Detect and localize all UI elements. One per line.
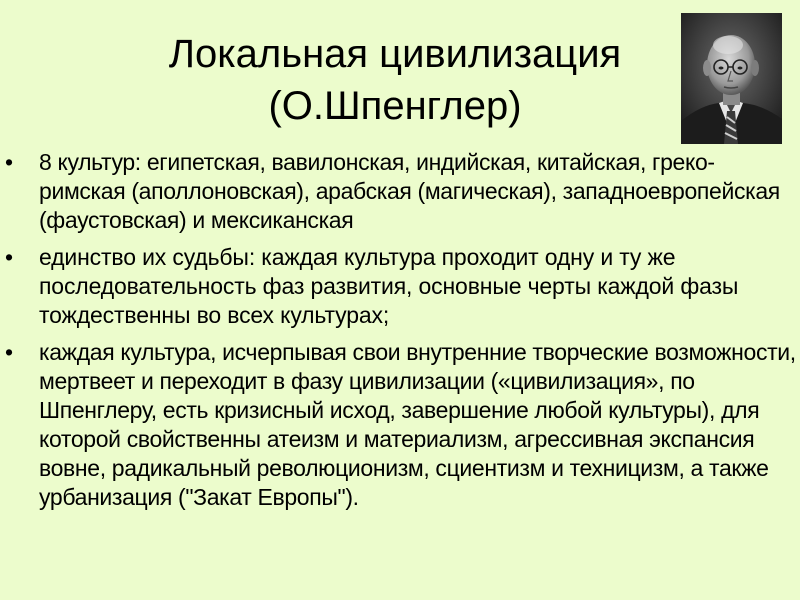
list-item bbox=[0, 243, 800, 330]
bullet-text: единство их судьбы: каждая культура проходит одну и ту же последовательность фаз развития, основные черты каждой фазы тождественны во всех культурах; bbox=[39, 244, 739, 328]
list-item bbox=[0, 148, 800, 235]
portrait-photo bbox=[681, 13, 782, 144]
title-line-2: (О.Шпенглер) bbox=[268, 84, 522, 128]
bullet-text: 8 культур: египетская, вавилонская, индийская, китайская, греко-римская (аполлоновская), арабская (магическая), западноевропейская (фаустовская) и мексиканская bbox=[39, 149, 780, 233]
bullet-icon: • bbox=[5, 149, 14, 175]
list-item bbox=[0, 338, 800, 512]
bullet-list bbox=[0, 148, 800, 520]
title-line-1: Локальная цивилизация bbox=[168, 32, 622, 76]
bullet-icon: • bbox=[5, 244, 14, 270]
slide-title bbox=[100, 28, 690, 132]
portrait-photo-icon bbox=[681, 13, 782, 144]
bullet-text: каждая культура, исчерпывая свои внутренние творческие возможности, мертвеет и переходит в фазу цивилизации («цивилизация», по Шпенглеру, есть кризисный исход, завершение любой культуры), для которой свойственны атеизм и материализм, агрессивная экспансия вовне, радикальный революционизм, сциентизм и техницизм, а также урбанизация ("Закат Европы"). bbox=[39, 339, 796, 510]
bullet-icon: • bbox=[5, 339, 14, 365]
